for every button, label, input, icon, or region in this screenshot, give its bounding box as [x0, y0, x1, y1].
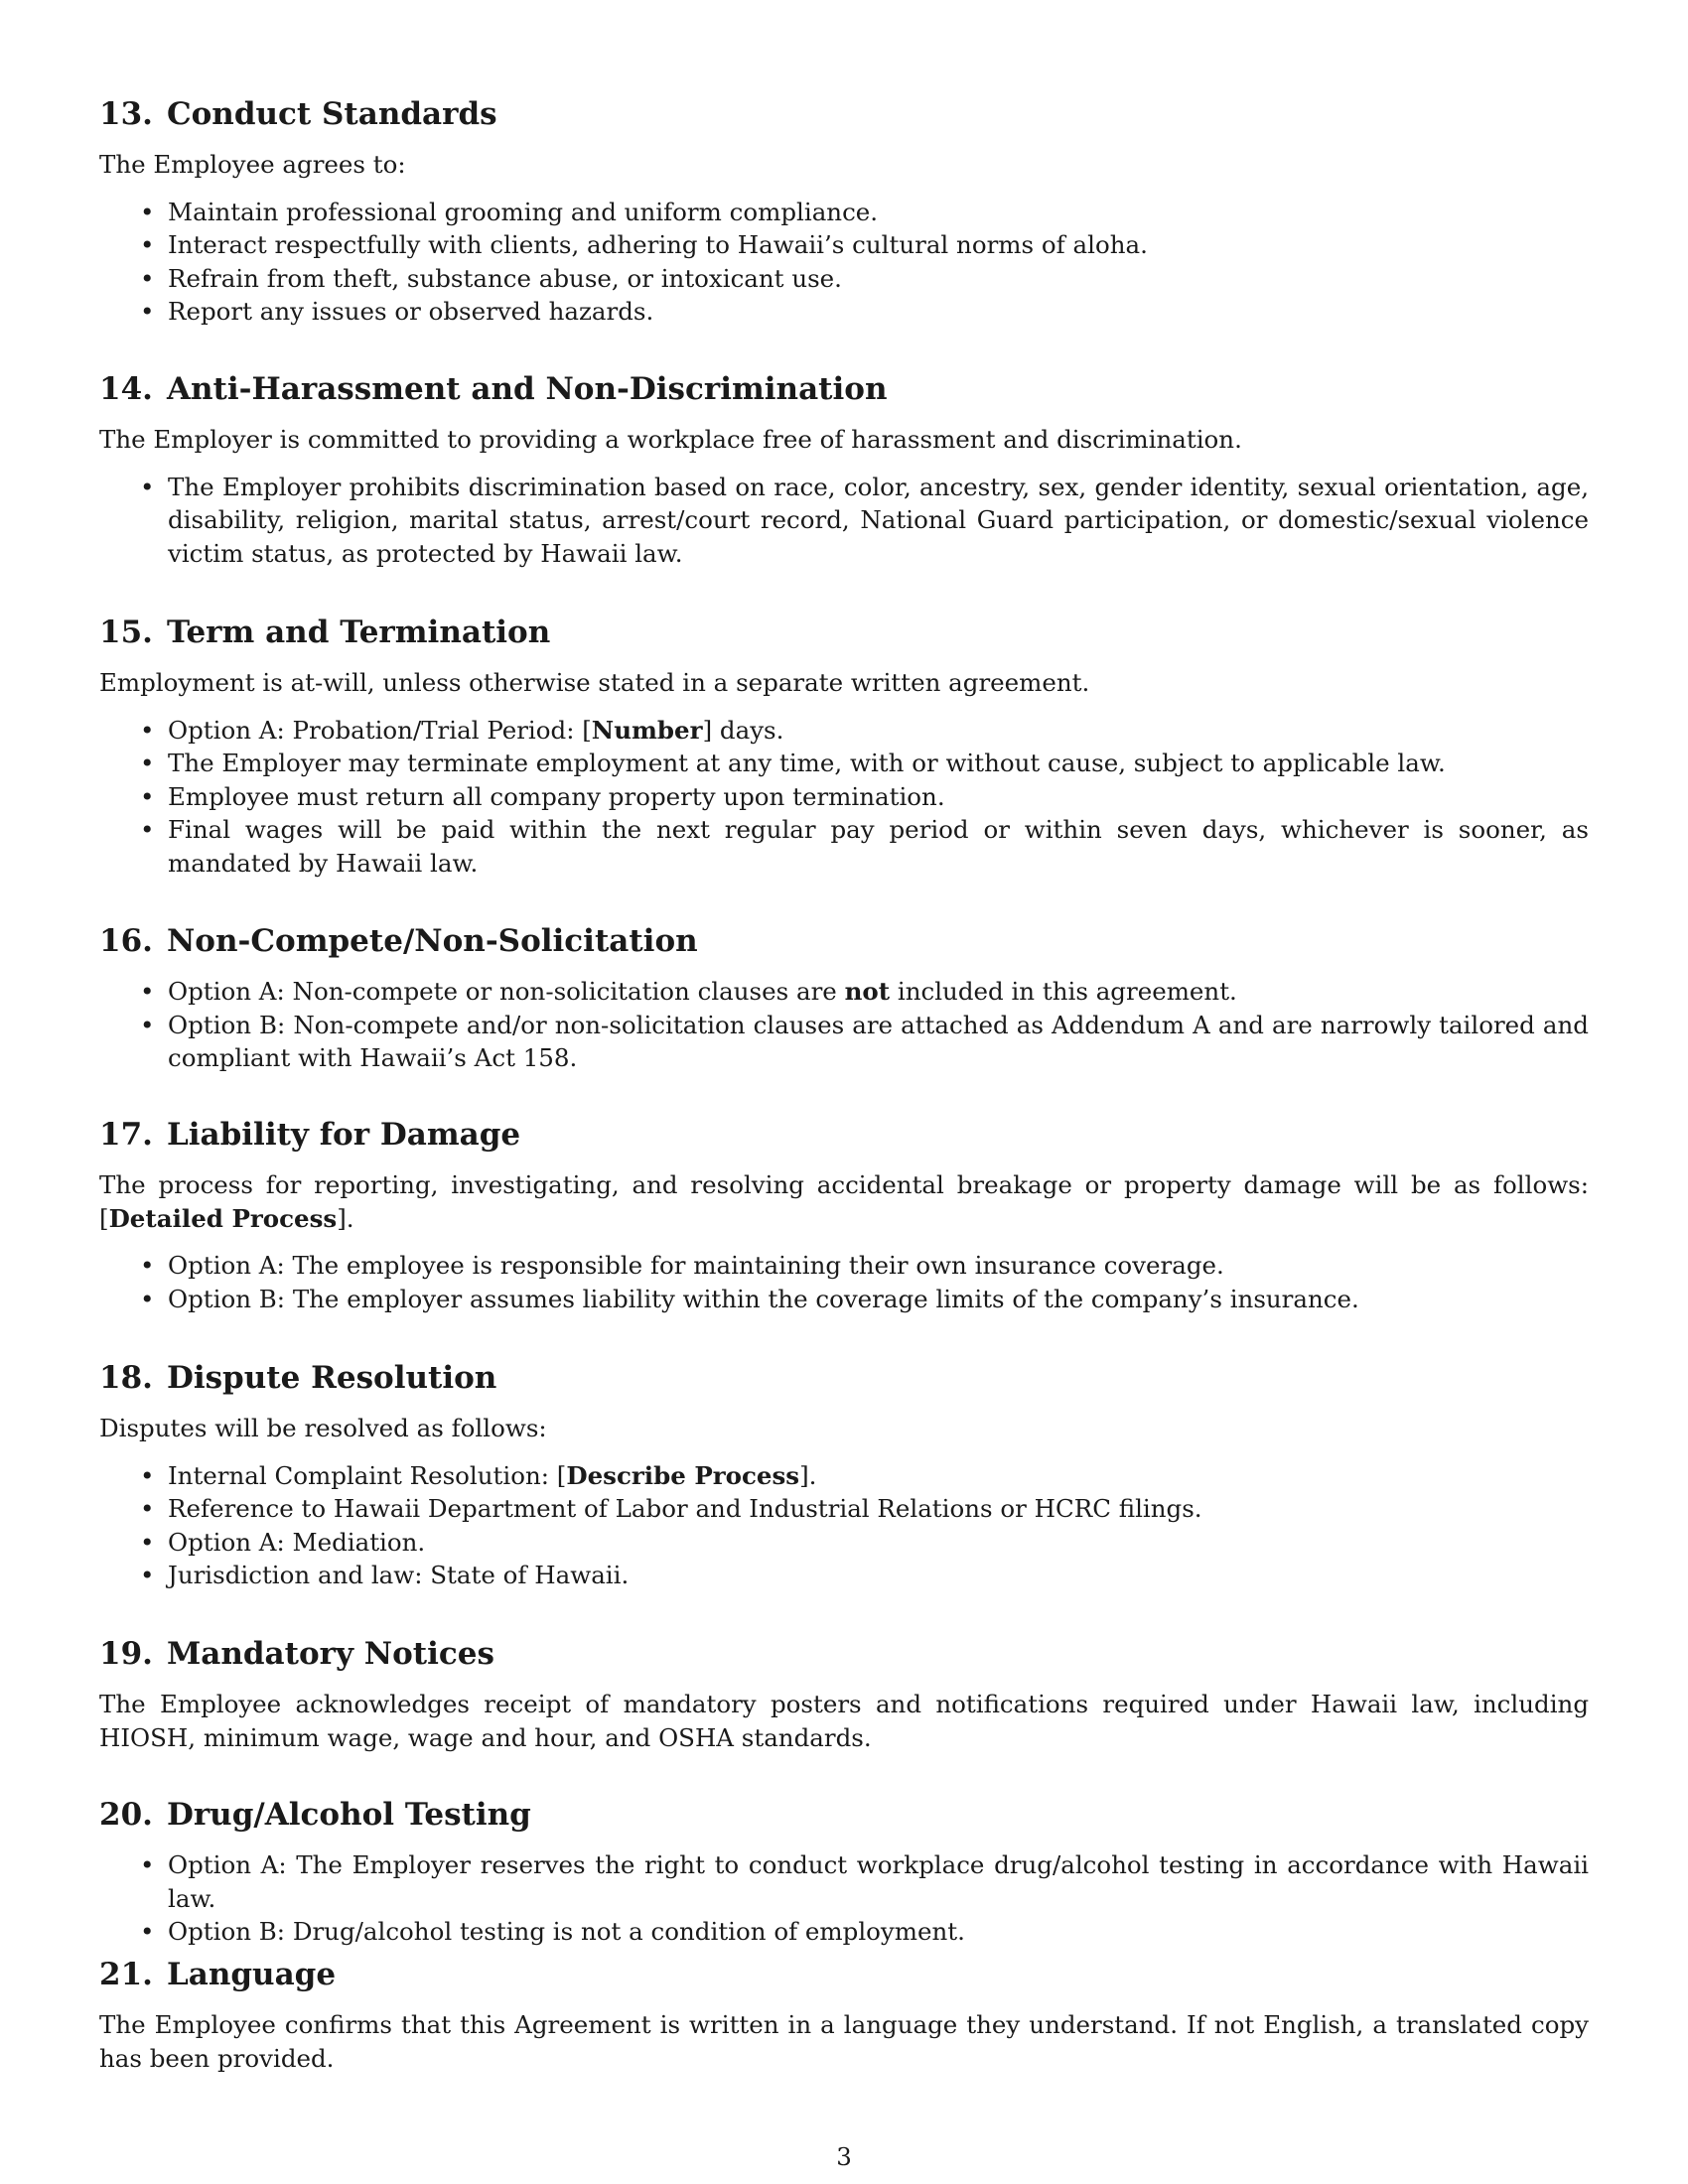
- bullet-list: [99, 1459, 1589, 1592]
- list-item: • Internal Complaint Resolution: [Describe Process].: [99, 1459, 1589, 1493]
- section-intro: The Employee confirms that this Agreement is written in a language they understand. If not English, a translated copy has been provided.: [99, 2010, 1589, 2073]
- page-number: 3: [836, 2142, 852, 2171]
- list-item: • Option B: The employer assumes liability within the coverage limits of the company’s insurance.: [99, 1283, 1589, 1316]
- bullet-list: [99, 1249, 1589, 1315]
- section-13: [99, 94, 1589, 329]
- section-intro: The process for reporting, investigating, and resolving accidental breakage or property damage will be as follows: [Detailed Process].: [99, 1170, 1589, 1233]
- section-17: [99, 1115, 1589, 1315]
- list-item: • Option A: Probation/Trial Period: [Number] days.: [99, 714, 1589, 748]
- list-item: • Option A: Mediation.: [99, 1526, 1589, 1560]
- bullet-list: [99, 975, 1589, 1075]
- section-intro: The Employer is committed to providing a workplace free of harassment and discrimination.: [99, 425, 1242, 454]
- list-item: • Refrain from theft, substance abuse, or intoxicant use.: [99, 262, 1589, 296]
- list-item: • Option A: The employee is responsible for maintaining their own insurance coverage.: [99, 1249, 1589, 1283]
- section-heading: 15. Term and Termination: [99, 614, 551, 650]
- list-item: • Reference to Hawaii Department of Labor and Industrial Relations or HCRC filings.: [99, 1492, 1589, 1526]
- bullet-list: [99, 714, 1589, 881]
- section-intro: Employment is at-will, unless otherwise stated in a separate written agreement.: [99, 668, 1090, 697]
- section-16: [99, 921, 1589, 1075]
- bullet-list: [99, 471, 1589, 571]
- list-item: • Option B: Non-compete and/or non-solicitation clauses are attached as Addendum A and are narrowly tailored and compliant with Hawaii’s Act 158.: [99, 1009, 1589, 1075]
- section-heading: 18. Dispute Resolution: [99, 1360, 497, 1396]
- list-item: • Employee must return all company property upon termination.: [99, 780, 1589, 814]
- section-heading: 21. Language: [99, 1957, 337, 1992]
- section-15: [99, 613, 1589, 880]
- section-heading: 19. Mandatory Notices: [99, 1636, 494, 1672]
- bullet-list: [99, 1848, 1589, 1949]
- list-item: • Final wages will be paid within the next regular pay period or within seven days, whichever is sooner, as mandated by Hawaii law.: [99, 813, 1589, 880]
- list-item: • Option A: The Employer reserves the right to conduct workplace drug/alcohol testing in accordance with Hawaii law.: [99, 1848, 1589, 1915]
- section-intro: Disputes will be resolved as follows:: [99, 1414, 547, 1442]
- section-heading: 14. Anti-Harassment and Non-Discrimination: [99, 371, 888, 407]
- list-item: • Option A: Non-compete or non-solicitation clauses are not included in this agreement.: [99, 975, 1589, 1009]
- list-item: • The Employer may terminate employment at any time, with or without cause, subject to applicable law.: [99, 747, 1589, 780]
- section-14: [99, 369, 1589, 570]
- section-heading: 16. Non-Compete/Non-Solicitation: [99, 923, 698, 959]
- section-heading: 17. Liability for Damage: [99, 1117, 521, 1153]
- section-21: [99, 1955, 1589, 2075]
- list-item: • Jurisdiction and law: State of Hawaii.: [99, 1559, 1589, 1592]
- section-19: [99, 1634, 1589, 1754]
- section-20: [99, 1795, 1589, 1949]
- list-item: • Option B: Drug/alcohol testing is not a condition of employment.: [99, 1915, 1589, 1949]
- list-item: • The Employer prohibits discrimination based on race, color, ancestry, sex, gender identity, sexual orientation, age, disability, religion, marital status, arrest/court record, National Guard participation, or domestic/sexual violence victim status, as protected by Hawaii law.: [99, 471, 1589, 571]
- list-item: • Report any issues or observed hazards.: [99, 295, 1589, 329]
- section-heading: 20. Drug/Alcohol Testing: [99, 1797, 531, 1833]
- section-intro: The Employee acknowledges receipt of mandatory posters and notifications required under Hawaii law, including HIOSH, minimum wage, wage and hour, and OSHA standards.: [99, 1690, 1589, 1752]
- section-18: [99, 1358, 1589, 1592]
- list-item: • Interact respectfully with clients, adhering to Hawaii’s cultural norms of aloha.: [99, 228, 1589, 262]
- section-heading: 13. Conduct Standards: [99, 96, 497, 132]
- bullet-list: [99, 196, 1589, 329]
- list-item: • Maintain professional grooming and uniform compliance.: [99, 196, 1589, 229]
- section-intro: The Employee agrees to:: [99, 150, 406, 179]
